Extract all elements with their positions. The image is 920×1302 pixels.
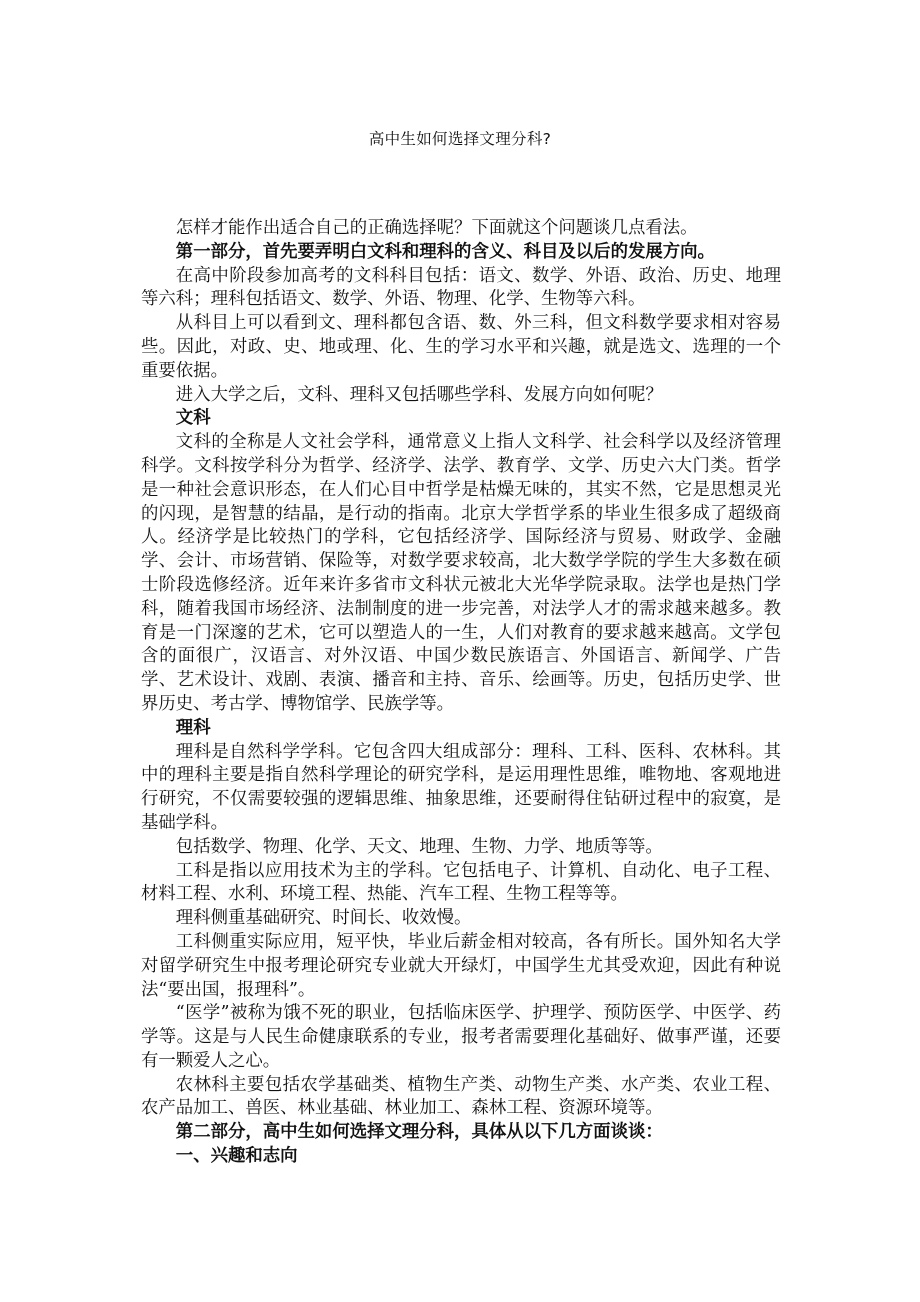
document-body <box>141 217 781 1169</box>
section-heading: 理科 <box>175 717 211 738</box>
body-paragraph: 工科是指以应用技术为主的学科。它包括电子、计算机、自动化、电子工程、材料工程、水利、环境工程、热能、汽车工程、生物工程等等。 <box>141 860 781 905</box>
body-paragraph: 从科目上可以看到文、理科都包含语、数、外三科，但文科数学要求相对容易些。因此，对政、史、地或理、化、生的学习水平和兴趣，就是选文、选理的一个重要依据。 <box>141 313 781 381</box>
section-heading: 文科 <box>175 408 211 429</box>
body-paragraph: 进入大学之后，文科、理科又包括哪些学科、发展方向如何呢？ <box>175 384 663 405</box>
body-paragraph: 在高中阶段参加高考的文科科目包括：语文、数学、外语、政治、历史、地理等六科；理科包括语文、数学、外语、物理、化学、生物等六科。 <box>141 265 781 310</box>
body-paragraph: 文科的全称是人文社会学科，通常意义上指人文科学、社会科学以及经济管理科学。文科按学科分为哲学、经济学、法学、教育学、文学、历史六大门类。哲学是一种社会意识形态，在人们心目中哲学是枯燥无味的，其实不然，它是思想灵光的闪现，是智慧的结晶，是行动的指南。北京大学哲学系的毕业生很多成了超级商人。经济学是比较热门的学科，它包括经济学、国际经济与贸易、财政学、金融学、会计、市场营销、保险等，对数学要求较高，北大数学学院的学生大多数在硕士阶段选修经济。近年来许多省市文科状元被北大光华学院录取。法学也是热门学科，随着我国市场经济、法制制度的进一步完善，对法学人才的需求越来越多。教育是一门深邃的艺术，它可以塑造人的一生，人们对教育的要求越来越高。文学包含的面很广，汉语言、对外汉语、中国少数民族语言、外国语言、新闻学、广告学、艺术设计、戏剧、表演、播音和主持、音乐、绘画等。历史，包括历史学、世界历史、考古学、博物馆学、民族学等。 <box>141 432 781 714</box>
body-paragraph: 怎样才能作出适合自己的正确选择呢？下面就这个问题谈几点看法。 <box>175 218 698 238</box>
document-title: 高中生如何选择文理分科? <box>368 130 552 148</box>
section-heading: 一、兴趣和志向 <box>175 1146 298 1167</box>
section-heading: 第二部分，高中生如何选择文理分科，具体从以下几方面谈谈： <box>175 1122 663 1143</box>
body-paragraph: 工科侧重实际应用，短平快，毕业后薪金相对较高，各有所长。国外知名大学对留学研究生中报考理论研究专业就大开绿灯，中国学生尤其受欢迎，因此有种说法“要出国，报理科”。 <box>141 931 781 1000</box>
body-paragraph: 理科侧重基础研究、时间长、收效慢。 <box>175 908 472 929</box>
section-heading: 第一部分，首先要弄明白文科和理科的含义、科目及以后的发展方向。 <box>175 241 715 262</box>
body-paragraph: “医学”被称为饿不死的职业，包括临床医学、护理学、预防医学、中医学、药学等。这是与人民生命健康联系的专业，报考者需要理化基础好、做事严谨，还要有一颗爱人之心。 <box>141 1003 781 1071</box>
body-paragraph: 理科是自然科学学科。它包含四大组成部分：理科、工科、医科、农林科。其中的理科主要是指自然科学理论的研究学科，是运用理性思维，唯物地、客观地进行研究，不仅需要较强的逻辑思维、抽象思维，还要耐得住钻研过程中的寂寞，是基础学科。 <box>141 741 781 833</box>
body-paragraph: 农林科主要包括农学基础类、植物生产类、动物生产类、水产类、农业工程、农产品加工、兽医、林业基础、林业加工、森林工程、资源环境等。 <box>141 1074 781 1119</box>
body-paragraph: 包括数学、物理、化学、天文、地理、生物、力学、地质等等。 <box>175 836 663 857</box>
